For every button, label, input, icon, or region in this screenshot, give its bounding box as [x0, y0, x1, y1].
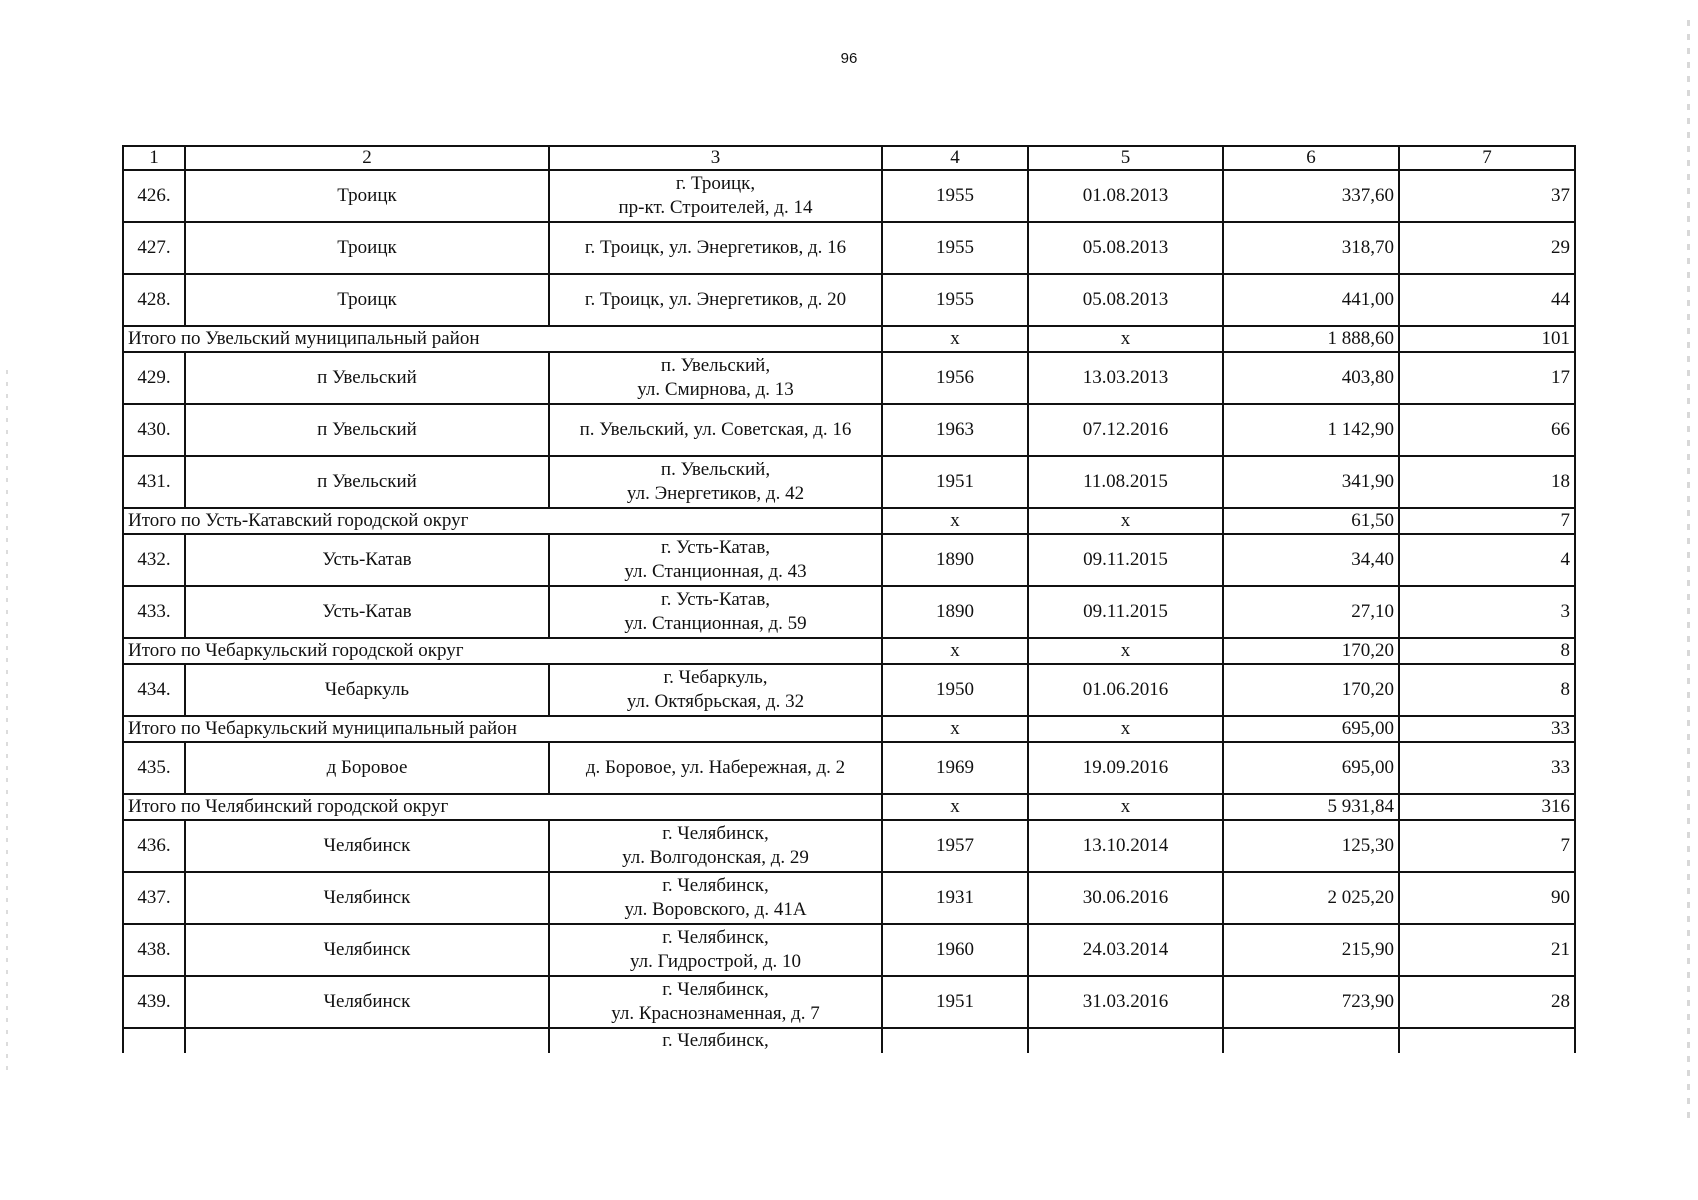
area-cell: 2 025,20	[1223, 872, 1399, 924]
date-cell: х	[1028, 326, 1223, 352]
settlement-cell: п Увельский	[185, 456, 549, 508]
year-cell: 1950	[882, 664, 1028, 716]
row-number-cell: 436.	[123, 820, 185, 872]
residents-cell: 90	[1399, 872, 1575, 924]
subtotal-row	[123, 326, 1575, 352]
subtotal-label: Итого по Челябинский городской округ	[123, 794, 882, 820]
address-cell	[549, 456, 882, 508]
scan-edge-marks	[1687, 20, 1690, 1120]
address-line: п. Увельский,	[660, 355, 771, 376]
address-cell	[549, 742, 882, 794]
row-number-cell: 428.	[123, 274, 185, 326]
registry-table	[122, 145, 1576, 1053]
address-cell	[549, 352, 882, 404]
column-header: 5	[1028, 146, 1223, 170]
year-cell: х	[882, 638, 1028, 664]
address-line: ул. Станционная, д. 43	[624, 561, 807, 582]
residents-cell: 18	[1399, 456, 1575, 508]
settlement-cell: Чебаркуль	[185, 664, 549, 716]
row-number-cell: 426.	[123, 170, 185, 222]
residents-cell: 7	[1399, 508, 1575, 534]
row-number-cell: 432.	[123, 534, 185, 586]
row-number-cell: 430.	[123, 404, 185, 456]
residents-cell: 8	[1399, 664, 1575, 716]
address-line: ул. Краснознаменная, д. 7	[611, 1003, 820, 1024]
area-cell: 318,70	[1223, 222, 1399, 274]
address-cell	[549, 222, 882, 274]
residents-cell: 28	[1399, 976, 1575, 1028]
table-row	[123, 820, 1575, 872]
address-line: г. Челябинск,	[662, 927, 769, 948]
address-cell	[549, 586, 882, 638]
address-line: ул. Воровского, д. 41А	[624, 899, 807, 920]
area-cell: 170,20	[1223, 638, 1399, 664]
column-header: 6	[1223, 146, 1399, 170]
table-row	[123, 274, 1575, 326]
residents-cell: 4	[1399, 534, 1575, 586]
year-cell: 1957	[882, 820, 1028, 872]
area-cell: 723,90	[1223, 976, 1399, 1028]
row-number-cell: 433.	[123, 586, 185, 638]
row-number-cell	[123, 1028, 185, 1053]
year-cell: 1931	[882, 872, 1028, 924]
area-cell: 341,90	[1223, 456, 1399, 508]
address-line: ул. Волгодонская, д. 29	[622, 847, 809, 868]
date-cell: 19.09.2016	[1028, 742, 1223, 794]
address-line: пр-кт. Строителей, д. 14	[618, 197, 813, 218]
subtotal-row	[123, 716, 1575, 742]
address-line: г. Челябинск,	[662, 823, 769, 844]
year-cell: 1955	[882, 274, 1028, 326]
settlement-cell: п Увельский	[185, 352, 549, 404]
area-cell: 61,50	[1223, 508, 1399, 534]
row-number-cell: 435.	[123, 742, 185, 794]
residents-cell: 44	[1399, 274, 1575, 326]
row-number-cell: 437.	[123, 872, 185, 924]
row-number-cell: 434.	[123, 664, 185, 716]
settlement-cell: Троицк	[185, 170, 549, 222]
column-header: 3	[549, 146, 882, 170]
address-line: г. Челябинск,	[662, 1030, 769, 1051]
date-cell: 09.11.2015	[1028, 534, 1223, 586]
row-number-cell: 431.	[123, 456, 185, 508]
table-row	[123, 976, 1575, 1028]
table-row	[123, 222, 1575, 274]
date-cell: 09.11.2015	[1028, 586, 1223, 638]
address-cell	[549, 820, 882, 872]
residents-cell: 7	[1399, 820, 1575, 872]
table-row	[123, 664, 1575, 716]
address-line: ул. Смирнова, д. 13	[637, 379, 794, 400]
settlement-cell: Челябинск	[185, 820, 549, 872]
residents-cell: 17	[1399, 352, 1575, 404]
year-cell: х	[882, 794, 1028, 820]
area-cell: 170,20	[1223, 664, 1399, 716]
address-line: ул. Октябрьская, д. 32	[626, 691, 805, 712]
date-cell: 07.12.2016	[1028, 404, 1223, 456]
residents-cell: 101	[1399, 326, 1575, 352]
address-cell	[549, 404, 882, 456]
residents-cell: 66	[1399, 404, 1575, 456]
address-line: г. Усть-Катав,	[660, 537, 771, 558]
area-cell: 337,60	[1223, 170, 1399, 222]
year-cell: х	[882, 716, 1028, 742]
address-line: г. Усть-Катав,	[660, 589, 771, 610]
table-row	[123, 404, 1575, 456]
address-cell	[549, 170, 882, 222]
table-row	[123, 742, 1575, 794]
address-line: г. Чебаркуль,	[663, 667, 768, 688]
date-cell: 01.08.2013	[1028, 170, 1223, 222]
address-line: д. Боровое, ул. Набережная, д. 2	[585, 757, 846, 778]
date-cell: 05.08.2013	[1028, 274, 1223, 326]
year-cell: 1890	[882, 586, 1028, 638]
address-line: г. Троицк,	[675, 173, 756, 194]
residents-cell: 33	[1399, 742, 1575, 794]
table-body	[123, 146, 1575, 1053]
settlement-cell: Усть-Катав	[185, 586, 549, 638]
area-cell: 125,30	[1223, 820, 1399, 872]
address-line: г. Челябинск,	[662, 875, 769, 896]
row-number-cell: 438.	[123, 924, 185, 976]
date-cell: х	[1028, 508, 1223, 534]
row-number-cell: 439.	[123, 976, 185, 1028]
date-cell: 30.06.2016	[1028, 872, 1223, 924]
table-row	[123, 586, 1575, 638]
year-cell: 1951	[882, 456, 1028, 508]
row-number-cell: 427.	[123, 222, 185, 274]
address-line: г. Троицк, ул. Энергетиков, д. 16	[584, 237, 847, 258]
date-cell: х	[1028, 716, 1223, 742]
residents-cell: 3	[1399, 586, 1575, 638]
scan-edge-marks-left	[6, 370, 8, 1070]
settlement-cell: Троицк	[185, 222, 549, 274]
address-line: п. Увельский,	[660, 459, 771, 480]
column-number-row	[123, 146, 1575, 170]
area-cell: 215,90	[1223, 924, 1399, 976]
residents-cell: 316	[1399, 794, 1575, 820]
area-cell: 695,00	[1223, 742, 1399, 794]
settlement-cell: Усть-Катав	[185, 534, 549, 586]
settlement-cell: п Увельский	[185, 404, 549, 456]
area-cell	[1223, 1028, 1399, 1053]
column-header: 2	[185, 146, 549, 170]
page-number: 96	[840, 50, 858, 67]
address-line: г. Троицк, ул. Энергетиков, д. 20	[584, 289, 847, 310]
area-cell: 1 142,90	[1223, 404, 1399, 456]
year-cell: 1956	[882, 352, 1028, 404]
table-row	[123, 170, 1575, 222]
date-cell: 24.03.2014	[1028, 924, 1223, 976]
address-cell	[549, 872, 882, 924]
area-cell: 403,80	[1223, 352, 1399, 404]
date-cell: 11.08.2015	[1028, 456, 1223, 508]
date-cell: 31.03.2016	[1028, 976, 1223, 1028]
area-cell: 441,00	[1223, 274, 1399, 326]
year-cell: 1960	[882, 924, 1028, 976]
subtotal-row	[123, 794, 1575, 820]
address-line: ул. Гидрострой, д. 10	[629, 951, 802, 972]
area-cell: 695,00	[1223, 716, 1399, 742]
year-cell: х	[882, 508, 1028, 534]
date-cell: х	[1028, 638, 1223, 664]
year-cell: 1955	[882, 170, 1028, 222]
address-line: ул. Станционная, д. 59	[624, 613, 807, 634]
year-cell: 1955	[882, 222, 1028, 274]
year-cell: 1963	[882, 404, 1028, 456]
year-cell: х	[882, 326, 1028, 352]
column-header: 7	[1399, 146, 1575, 170]
area-cell: 5 931,84	[1223, 794, 1399, 820]
residents-cell: 8	[1399, 638, 1575, 664]
table-row	[123, 1028, 1575, 1053]
settlement-cell: д Боровое	[185, 742, 549, 794]
subtotal-label: Итого по Чебаркульский городской округ	[123, 638, 882, 664]
date-cell	[1028, 1028, 1223, 1053]
table-row	[123, 534, 1575, 586]
column-header: 1	[123, 146, 185, 170]
subtotal-label: Итого по Чебаркульский муниципальный район	[123, 716, 882, 742]
address-line: г. Челябинск,	[662, 979, 769, 1000]
date-cell: 01.06.2016	[1028, 664, 1223, 716]
settlement-cell: Челябинск	[185, 976, 549, 1028]
address-line: ул. Энергетиков, д. 42	[626, 483, 805, 504]
date-cell: х	[1028, 794, 1223, 820]
column-header: 4	[882, 146, 1028, 170]
address-cell	[549, 1028, 882, 1053]
table-row	[123, 872, 1575, 924]
subtotal-label: Итого по Увельский муниципальный район	[123, 326, 882, 352]
settlement-cell: Челябинск	[185, 872, 549, 924]
area-cell: 1 888,60	[1223, 326, 1399, 352]
settlement-cell: Троицк	[185, 274, 549, 326]
date-cell: 13.03.2013	[1028, 352, 1223, 404]
subtotal-label: Итого по Усть-Катавский городской округ	[123, 508, 882, 534]
table-row	[123, 456, 1575, 508]
date-cell: 13.10.2014	[1028, 820, 1223, 872]
year-cell: 1890	[882, 534, 1028, 586]
address-cell	[549, 274, 882, 326]
subtotal-row	[123, 508, 1575, 534]
area-cell: 27,10	[1223, 586, 1399, 638]
year-cell: 1951	[882, 976, 1028, 1028]
residents-cell: 37	[1399, 170, 1575, 222]
address-cell	[549, 924, 882, 976]
address-line: п. Увельский, ул. Советская, д. 16	[579, 419, 852, 440]
table-row	[123, 352, 1575, 404]
year-cell	[882, 1028, 1028, 1053]
residents-cell: 29	[1399, 222, 1575, 274]
settlement-cell: Челябинск	[185, 924, 549, 976]
subtotal-row	[123, 638, 1575, 664]
settlement-cell	[185, 1028, 549, 1053]
residents-cell	[1399, 1028, 1575, 1053]
address-cell	[549, 976, 882, 1028]
residents-cell: 33	[1399, 716, 1575, 742]
address-cell	[549, 664, 882, 716]
table-row	[123, 924, 1575, 976]
area-cell: 34,40	[1223, 534, 1399, 586]
row-number-cell: 429.	[123, 352, 185, 404]
residents-cell: 21	[1399, 924, 1575, 976]
address-cell	[549, 534, 882, 586]
date-cell: 05.08.2013	[1028, 222, 1223, 274]
year-cell: 1969	[882, 742, 1028, 794]
